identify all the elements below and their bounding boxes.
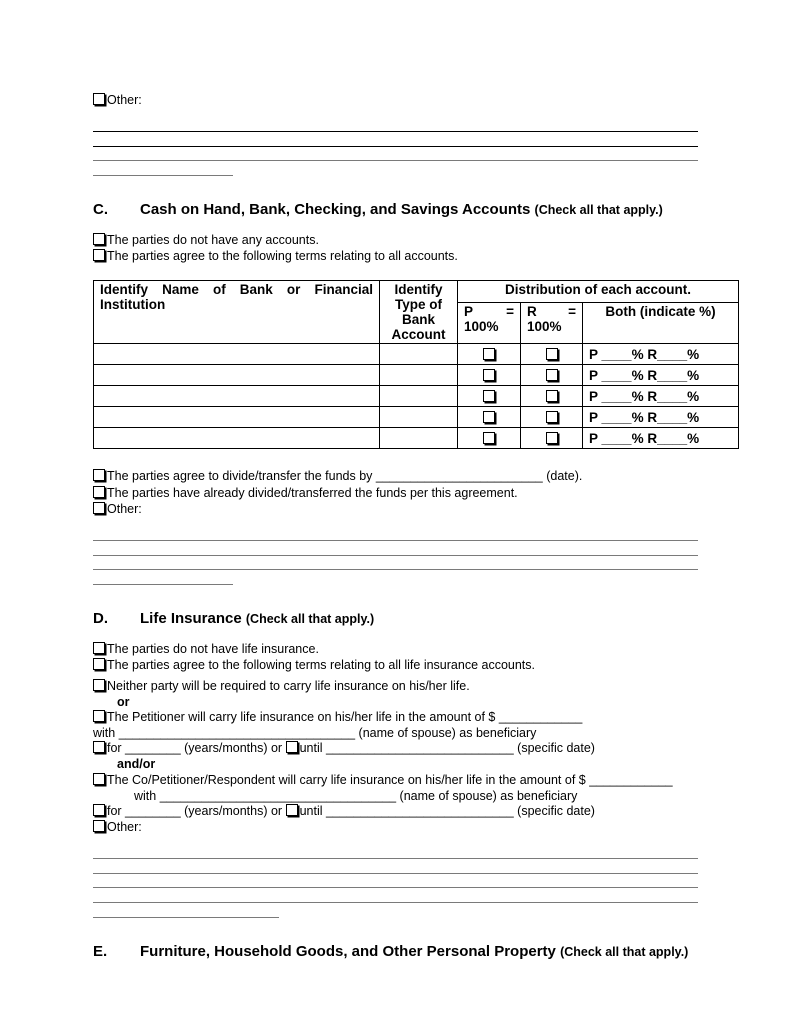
no-life-insurance-checkbox[interactable] [93,642,105,654]
neither-party-label: Neither party will be required to carry life insurance on his/her life. [107,679,470,693]
top-other-label: Other: [107,93,142,107]
section-c-other-line-3[interactable] [93,569,698,570]
p-100-checkbox[interactable] [483,369,495,381]
petitioner-checkbox[interactable] [93,710,105,722]
respondent-label: The Co/Petitioner/Respondent will carry life insurance on his/her life in the amount of $ ____________ [107,773,673,787]
r-100-checkbox[interactable] [546,411,558,423]
section-d-other-checkbox[interactable] [93,820,105,832]
section-e-heading [93,943,688,960]
top-other-line-3[interactable] [93,160,698,161]
already-divided-label: The parties have already divided/transferred the funds per this agreement. [107,486,518,500]
respondent-until-label: until ___________________________ (specific date) [299,804,595,818]
agree-life-insurance-terms-label: The parties agree to the following terms relating to all life insurance accounts. [107,658,536,672]
respondent-with-line: with __________________________________ (name of spouse) as beneficiary [134,789,578,803]
respondent-for-checkbox[interactable] [93,804,105,816]
section-c-after-option-2 [93,486,518,500]
account-type-cell[interactable] [380,407,458,428]
section-d-note: (Check all that apply.) [245,612,375,626]
p-100-checkbox[interactable] [483,348,495,360]
petitioner-label: The Petitioner will carry life insurance on his/her life in the amount of $ ____________ [107,710,583,724]
respondent-duration [93,804,595,818]
section-c-other-line-1[interactable] [93,540,698,541]
divide-funds-label: The parties agree to divide/transfer the funds by ________________________ (date). [107,469,583,483]
respondent-option [93,773,673,787]
r-100-checkbox[interactable] [546,348,558,360]
both-percent-cell[interactable]: P ____% R____% [583,428,739,449]
table-row [94,344,739,365]
col-account-type-header: Identify Type of Bank Account [380,281,458,344]
petitioner-for-checkbox[interactable] [93,741,105,753]
petitioner-option [93,710,582,724]
top-other-checkbox[interactable] [93,93,105,105]
account-type-cell[interactable] [380,365,458,386]
both-percent-cell[interactable]: P ____% R____% [583,386,739,407]
bank-name-cell[interactable] [94,386,380,407]
top-other-line-1[interactable] [93,131,698,132]
r-100-checkbox[interactable] [546,432,558,444]
section-d-other-line-5[interactable] [93,917,279,918]
r-100-checkbox[interactable] [546,390,558,402]
section-d-option-3 [93,679,470,693]
section-c-note: (Check all that apply.) [534,203,663,217]
respondent-for-label: for ________ (years/months) or [107,804,283,818]
bank-name-cell[interactable] [94,407,380,428]
table-row [94,365,739,386]
p-100-checkbox[interactable] [483,390,495,402]
section-d-other-line-3[interactable] [93,887,698,888]
section-c-title: Cash on Hand, Bank, Checking, and Savings Accounts [140,201,531,218]
respondent-until-checkbox[interactable] [286,804,298,816]
both-percent-cell[interactable]: P ____% R____% [583,365,739,386]
neither-party-checkbox[interactable] [93,679,105,691]
distribution-header: Distribution of each account. [458,281,739,303]
table-row [94,428,739,449]
petitioner-duration [93,741,595,755]
or-label: or [117,695,130,709]
no-life-insurance-label: The parties do not have life insurance. [107,642,319,656]
section-d-heading [93,610,374,627]
section-e-note: (Check all that apply.) [560,945,689,959]
section-c-letter: C. [93,201,108,218]
section-c-other-checkbox[interactable] [93,502,105,514]
section-c-option-1-checkbox[interactable] [93,233,105,245]
section-d-other-line-1[interactable] [93,858,698,859]
section-d-other-line-2[interactable] [93,873,698,874]
p-100-header: P = 100% [458,303,521,344]
agree-life-insurance-terms-checkbox[interactable] [93,658,105,670]
section-c-after-option-1 [93,469,582,483]
section-d-title: Life Insurance [140,610,242,627]
section-d-other-line-4[interactable] [93,902,698,903]
respondent-checkbox[interactable] [93,773,105,785]
section-e-title: Furniture, Household Goods, and Other Personal Property [140,943,556,960]
table-row [94,386,739,407]
account-type-cell[interactable] [380,344,458,365]
section-c-option-1-label: The parties do not have any accounts. [107,233,319,247]
col-bank-name-header: Identify Name of Bank or Financial Institution [94,281,380,344]
bank-name-cell[interactable] [94,344,380,365]
account-type-cell[interactable] [380,386,458,407]
section-c-other-line-4[interactable] [93,584,233,585]
top-other-option [93,93,142,107]
section-d-letter: D. [93,610,108,627]
account-type-cell[interactable] [380,428,458,449]
top-other-line-2[interactable] [93,146,698,147]
bank-name-cell[interactable] [94,365,380,386]
r-100-checkbox[interactable] [546,369,558,381]
petitioner-until-checkbox[interactable] [286,741,298,753]
already-divided-checkbox[interactable] [93,486,105,498]
both-percent-cell[interactable]: P ____% R____% [583,344,739,365]
section-c-other-line-2[interactable] [93,555,698,556]
petitioner-for-label: for ________ (years/months) or [107,741,283,755]
divide-funds-checkbox[interactable] [93,469,105,481]
top-other-line-4[interactable] [93,175,233,176]
section-c-option-1 [93,233,319,247]
p-100-checkbox[interactable] [483,432,495,444]
accounts-table [93,280,739,449]
bank-name-cell[interactable] [94,428,380,449]
section-d-option-1 [93,642,319,656]
section-d-option-2 [93,658,535,672]
section-c-other-label: Other: [107,502,142,516]
section-d-other-option [93,820,142,834]
table-row [94,407,739,428]
andor-label: and/or [117,757,156,771]
p-100-checkbox[interactable] [483,411,495,423]
section-e-letter: E. [93,943,108,960]
petitioner-with-line: with __________________________________ (name of spouse) as beneficiary [93,726,537,740]
section-c-option-2 [93,249,458,263]
section-c-after-option-3 [93,502,142,516]
r-100-header: R = 100% [521,303,583,344]
both-percent-cell[interactable]: P ____% R____% [583,407,739,428]
section-c-option-2-label: The parties agree to the following terms relating to all accounts. [107,249,458,263]
petitioner-until-label: until ___________________________ (specific date) [299,741,595,755]
section-c-heading [93,201,663,218]
both-header: Both (indicate %) [583,303,739,344]
section-d-other-label: Other: [107,820,142,834]
section-c-option-2-checkbox[interactable] [93,249,105,261]
